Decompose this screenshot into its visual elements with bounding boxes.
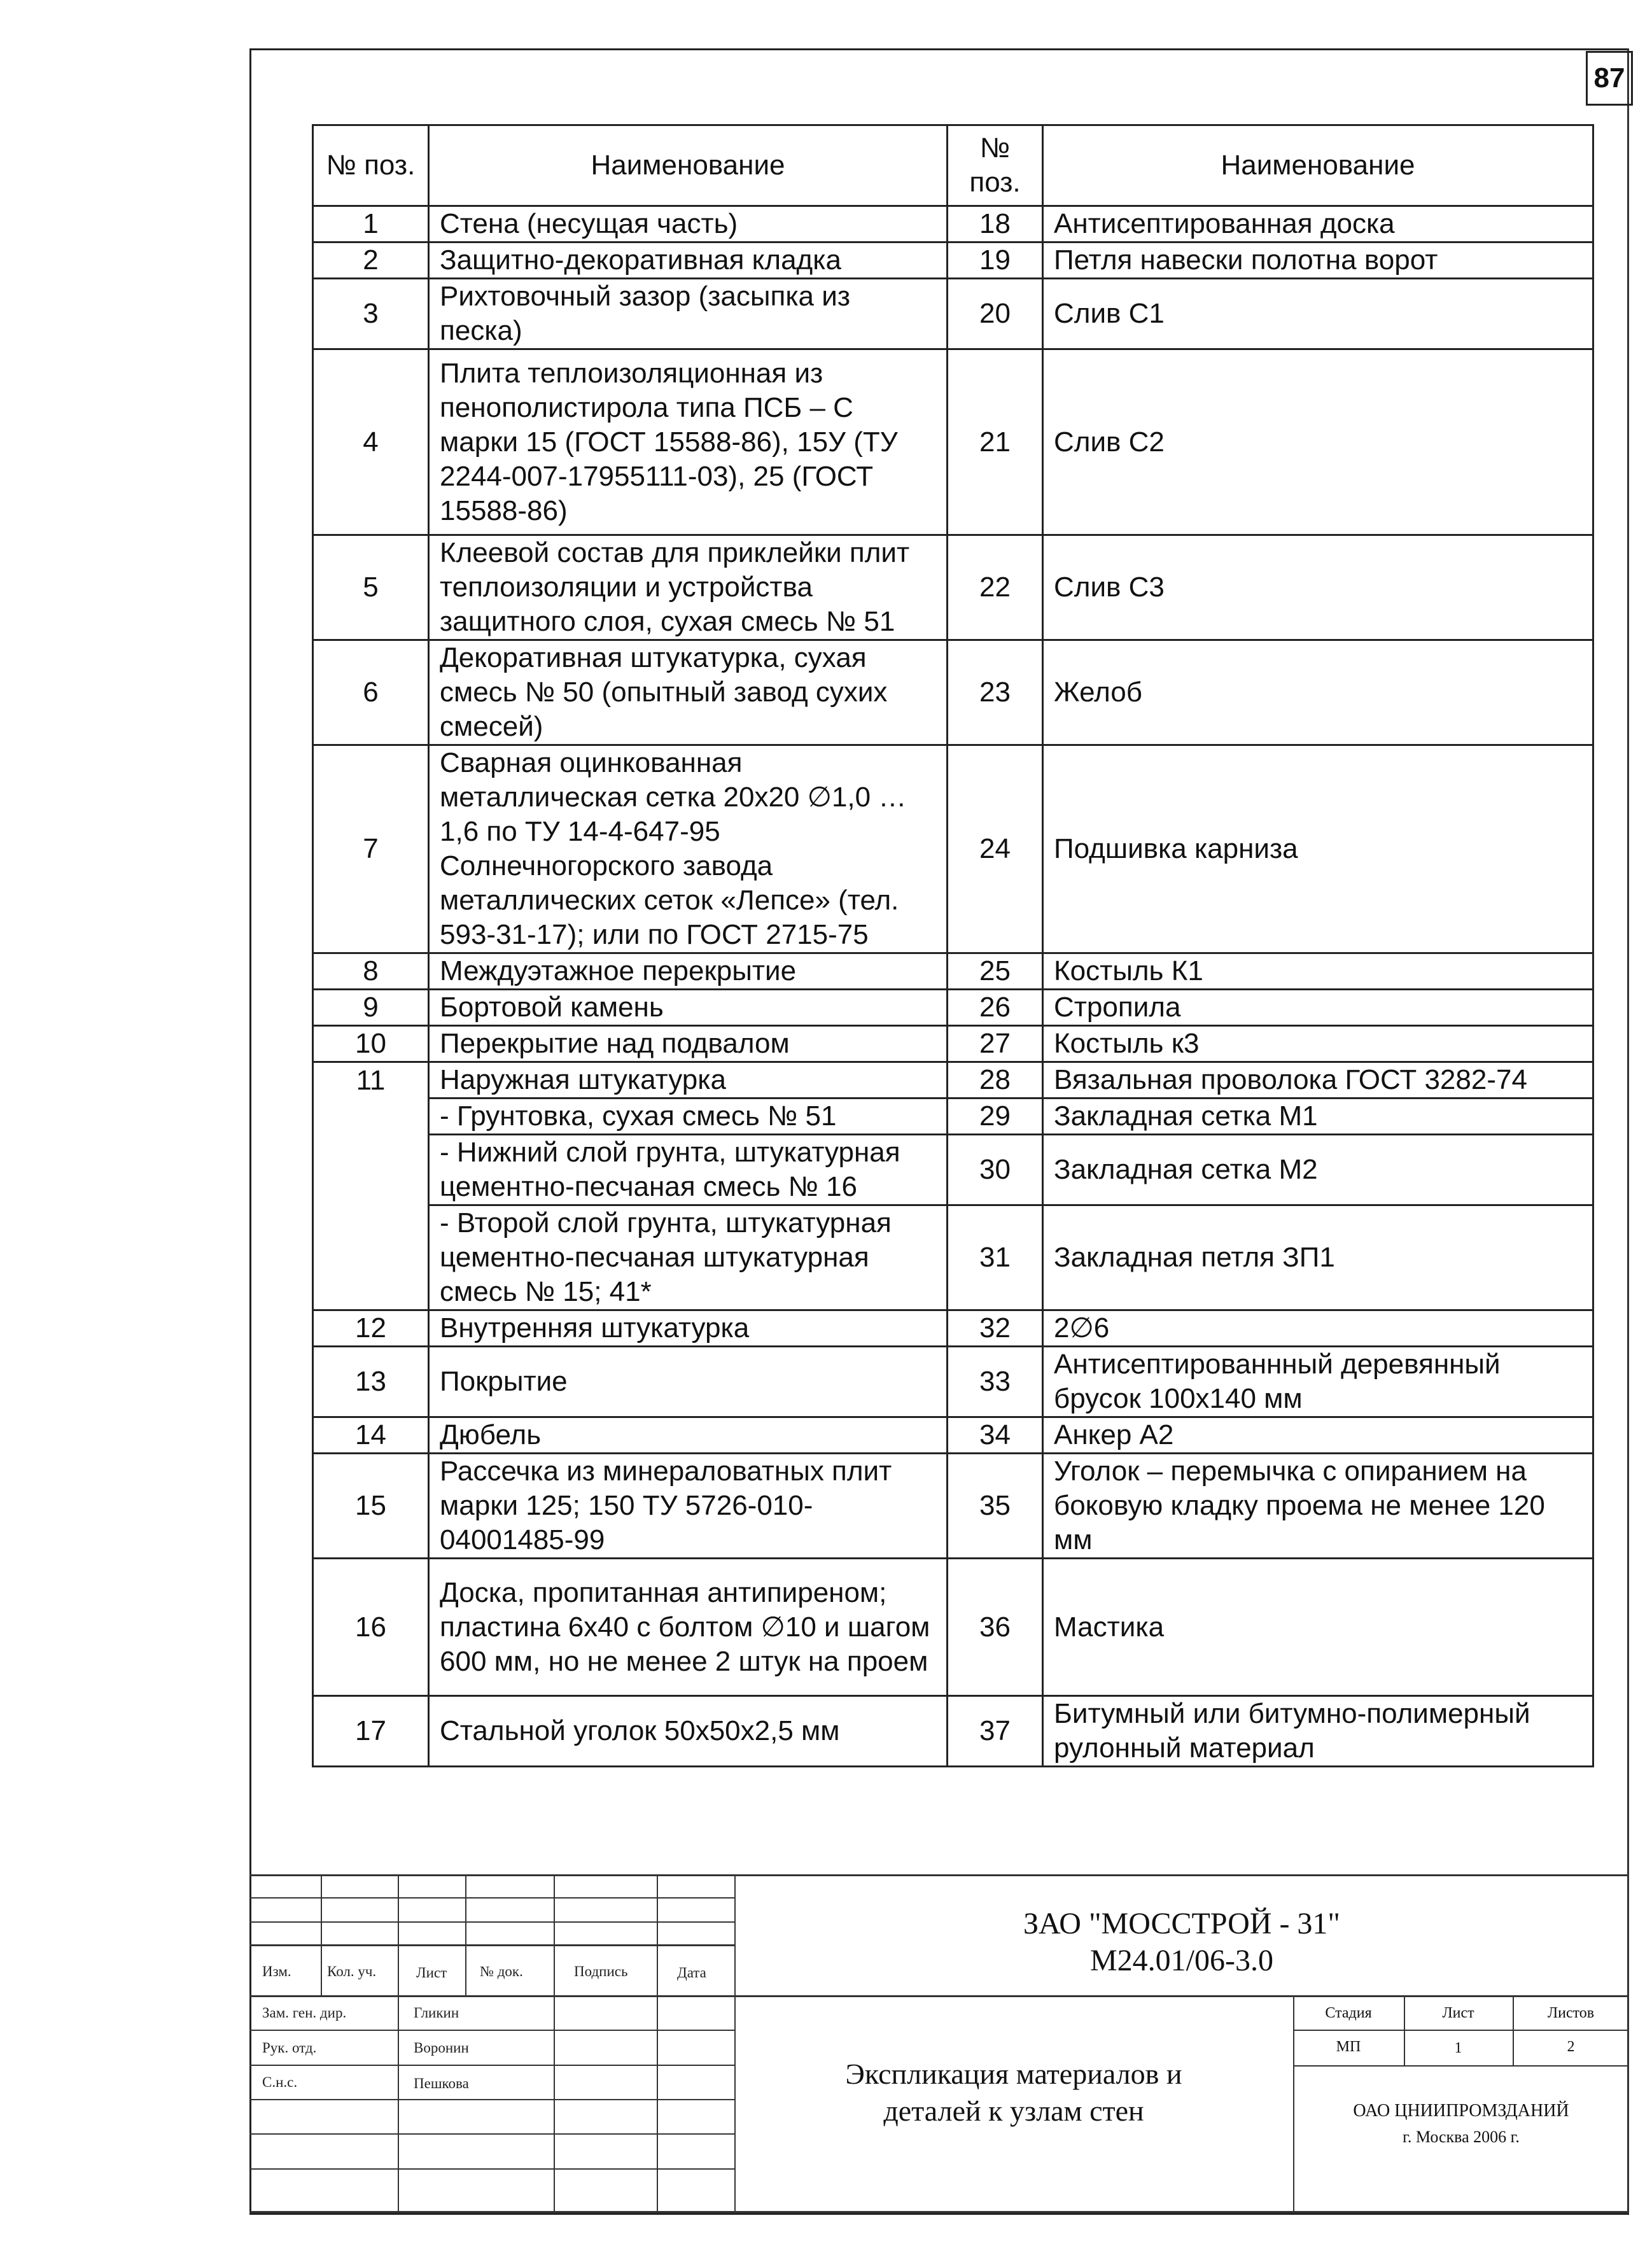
- organization: ОАО ЦНИИПРОМЗДАНИЙ: [1353, 2101, 1569, 2121]
- table-row: [313, 745, 1593, 953]
- table-header-row: [313, 125, 1593, 206]
- specification-table: [312, 124, 1594, 1767]
- row-pos-left: 15: [313, 1454, 429, 1559]
- sheet-label: Лист: [1442, 2005, 1474, 2021]
- row-pos-right: 19: [948, 242, 1043, 279]
- row-pos-right: 29: [948, 1098, 1043, 1135]
- row-pos-left: 4: [313, 349, 429, 535]
- table-row: [313, 1098, 1593, 1135]
- row-pos-left: 17: [313, 1696, 429, 1767]
- table-row: [313, 1205, 1593, 1310]
- row-pos-left: [313, 1098, 429, 1135]
- role-2: Рук. отд.: [262, 2040, 317, 2056]
- row-pos-left: 3: [313, 279, 429, 349]
- row-name-right: Слив С3: [1043, 535, 1593, 640]
- row-pos-right: 24: [948, 745, 1043, 953]
- row-pos-left: 14: [313, 1417, 429, 1454]
- row-pos-right: 21: [948, 349, 1043, 535]
- row-name-right: Костыль К1: [1043, 953, 1593, 990]
- row-pos-right: 18: [948, 206, 1043, 242]
- col-sign: Подпись: [574, 1963, 628, 1979]
- row-pos-left: 6: [313, 640, 429, 745]
- row-name-right: Закладная сетка М1: [1043, 1098, 1593, 1135]
- document-code: М24.01/06-3.0: [1090, 1944, 1273, 1977]
- row-name-left: Защитно-декоративная кладка: [429, 242, 948, 279]
- row-pos-right: 32: [948, 1310, 1043, 1347]
- row-pos-right: 20: [948, 279, 1043, 349]
- table-row: [313, 279, 1593, 349]
- table-row: [313, 1417, 1593, 1454]
- row-name-left: Покрытие: [429, 1347, 948, 1417]
- row-pos-right: 27: [948, 1026, 1043, 1062]
- table-row: [313, 990, 1593, 1026]
- col-izm: Изм.: [262, 1963, 291, 1979]
- row-pos-left: [313, 1135, 429, 1205]
- title-block: [249, 1874, 1629, 2213]
- document-title-line1: Экспликация материалов и: [845, 2058, 1182, 2090]
- row-pos-left: 7: [313, 745, 429, 953]
- table-row: [313, 206, 1593, 242]
- row-pos-left: 11: [313, 1062, 429, 1098]
- row-name-right: Слив С1: [1043, 279, 1593, 349]
- col-list: Лист: [416, 1965, 447, 1981]
- row-name-left: - Нижний слой грунта, штукатурная цементно-песчаная смесь № 16: [429, 1135, 948, 1205]
- row-name-left: Междуэтажное перекрытие: [429, 953, 948, 990]
- header-name-left: Наименование: [429, 125, 948, 206]
- row-name-left: Доска, пропитанная антипиреном; пластина 6х40 с болтом ∅10 и шагом 600 мм, но не менее 2 штук на проем: [429, 1559, 948, 1696]
- row-name-right: Петля навески полотна ворот: [1043, 242, 1593, 279]
- table-row: [313, 349, 1593, 535]
- role-3: С.н.с.: [262, 2074, 298, 2090]
- row-name-right: Закладная петля ЗП1: [1043, 1205, 1593, 1310]
- row-pos-right: 37: [948, 1696, 1043, 1767]
- sheet-value: 1: [1454, 2040, 1462, 2056]
- table-row: [313, 535, 1593, 640]
- row-name-left: Бортовой камень: [429, 990, 948, 1026]
- table-row: [313, 242, 1593, 279]
- header-pos-right: № поз.: [948, 125, 1043, 206]
- row-name-right: Антисептированная доска: [1043, 206, 1593, 242]
- table-row: [313, 1696, 1593, 1767]
- row-pos-right: 33: [948, 1347, 1043, 1417]
- row-name-left: Перекрытие над подвалом: [429, 1026, 948, 1062]
- table-row: [313, 953, 1593, 990]
- city-year: г. Москва 2006 г.: [1403, 2128, 1520, 2146]
- row-name-left: Наружная штукатурка: [429, 1062, 948, 1098]
- row-name-right: Уголок – перемычка с опиранием на боковую кладку проема не менее 120 мм: [1043, 1454, 1593, 1559]
- row-pos-right: 28: [948, 1062, 1043, 1098]
- row-pos-left: 1: [313, 206, 429, 242]
- row-name-right: 2∅6: [1043, 1310, 1593, 1347]
- sheets-label: Листов: [1547, 2005, 1595, 2021]
- row-pos-left: 8: [313, 953, 429, 990]
- row-name-right: Антисептированнный деревянный брусок 100х140 мм: [1043, 1347, 1593, 1417]
- row-name-left: Декоративная штукатурка, сухая смесь № 50 (опытный завод сухих смесей): [429, 640, 948, 745]
- row-pos-right: 30: [948, 1135, 1043, 1205]
- row-name-left: - Второй слой грунта, штукатурная цементно-песчаная штукатурная смесь № 15; 41*: [429, 1205, 948, 1310]
- name-1: Гликин: [414, 2005, 459, 2021]
- name-3: Пешкова: [414, 2075, 469, 2091]
- row-name-left: Рассечка из минераловатных плит марки 125; 150 ТУ 5726-010-04001485-99: [429, 1454, 948, 1559]
- row-name-left: Дюбель: [429, 1417, 948, 1454]
- row-name-right: Мастика: [1043, 1559, 1593, 1696]
- stage-value: МП: [1336, 2039, 1361, 2055]
- row-pos-right: 35: [948, 1454, 1043, 1559]
- row-name-right: Костыль к3: [1043, 1026, 1593, 1062]
- row-name-left: Стальной уголок 50х50х2,5 мм: [429, 1696, 948, 1767]
- row-name-left: Плита теплоизоляционная из пенополистирола типа ПСБ – С марки 15 (ГОСТ 15588-86), 15У (ТУ 2244-007-17955111-03), 25 (ГОСТ 15588-86): [429, 349, 948, 535]
- row-pos-left: 9: [313, 990, 429, 1026]
- col-doc: № док.: [480, 1963, 523, 1979]
- row-name-left: Клеевой состав для приклейки плит теплоизоляции и устройства защитного слоя, сухая смесь № 51: [429, 535, 948, 640]
- row-pos-right: 26: [948, 990, 1043, 1026]
- header-name-right: Наименование: [1043, 125, 1593, 206]
- col-kol: Кол. уч.: [327, 1963, 377, 1979]
- row-pos-right: 25: [948, 953, 1043, 990]
- row-pos-left: 5: [313, 535, 429, 640]
- row-name-right: Слив С2: [1043, 349, 1593, 535]
- row-name-right: Стропила: [1043, 990, 1593, 1026]
- row-pos-right: 36: [948, 1559, 1043, 1696]
- row-pos-left: [313, 1205, 429, 1310]
- role-1: Зам. ген. дир.: [262, 2005, 347, 2021]
- row-name-right: Вязальная проволока ГОСТ 3282-74: [1043, 1062, 1593, 1098]
- table-row: [313, 1135, 1593, 1205]
- row-pos-right: 31: [948, 1205, 1043, 1310]
- row-name-left: Внутренняя штукатурка: [429, 1310, 948, 1347]
- row-name-right: Закладная сетка М2: [1043, 1135, 1593, 1205]
- company-name: ЗАО "МОССТРОЙ - 31": [1023, 1907, 1341, 1941]
- row-pos-left: 10: [313, 1026, 429, 1062]
- sheets-value: 2: [1567, 2039, 1575, 2055]
- stage-label: Стадия: [1325, 2005, 1372, 2021]
- row-pos-left: 12: [313, 1310, 429, 1347]
- row-name-left: Сварная оцинкованная металлическая сетка 20х20 ∅1,0 … 1,6 по ТУ 14-4-647-95 Солнечногорского завода металлических сеток «Лепсе» (тел. 593-31-17); или по ГОСТ 2715-75: [429, 745, 948, 953]
- table-row: [313, 1347, 1593, 1417]
- document-title-line2: деталей к узлам стен: [883, 2095, 1144, 2127]
- row-name-right: Подшивка карниза: [1043, 745, 1593, 953]
- row-name-left: Стена (несущая часть): [429, 206, 948, 242]
- table-row: [313, 640, 1593, 745]
- table-row: [313, 1062, 1593, 1098]
- header-pos-left: № поз.: [313, 125, 429, 206]
- table-row: [313, 1559, 1593, 1696]
- table-row: [313, 1310, 1593, 1347]
- row-pos-right: 22: [948, 535, 1043, 640]
- row-name-right: Битумный или битумно-полимерный рулонный материал: [1043, 1696, 1593, 1767]
- col-date: Дата: [677, 1965, 706, 1981]
- table-row: [313, 1026, 1593, 1062]
- row-pos-left: 2: [313, 242, 429, 279]
- row-name-left: - Грунтовка, сухая смесь № 51: [429, 1098, 948, 1135]
- name-2: Воронин: [414, 2040, 469, 2056]
- row-name-right: Анкер А2: [1043, 1417, 1593, 1454]
- row-pos-left: 13: [313, 1347, 429, 1417]
- row-pos-left: 16: [313, 1559, 429, 1696]
- row-name-right: Желоб: [1043, 640, 1593, 745]
- row-pos-right: 34: [948, 1417, 1043, 1454]
- row-pos-right: 23: [948, 640, 1043, 745]
- page-number: 87: [1586, 51, 1633, 106]
- row-name-left: Рихтовочный зазор (засыпка из песка): [429, 279, 948, 349]
- table-row: [313, 1454, 1593, 1559]
